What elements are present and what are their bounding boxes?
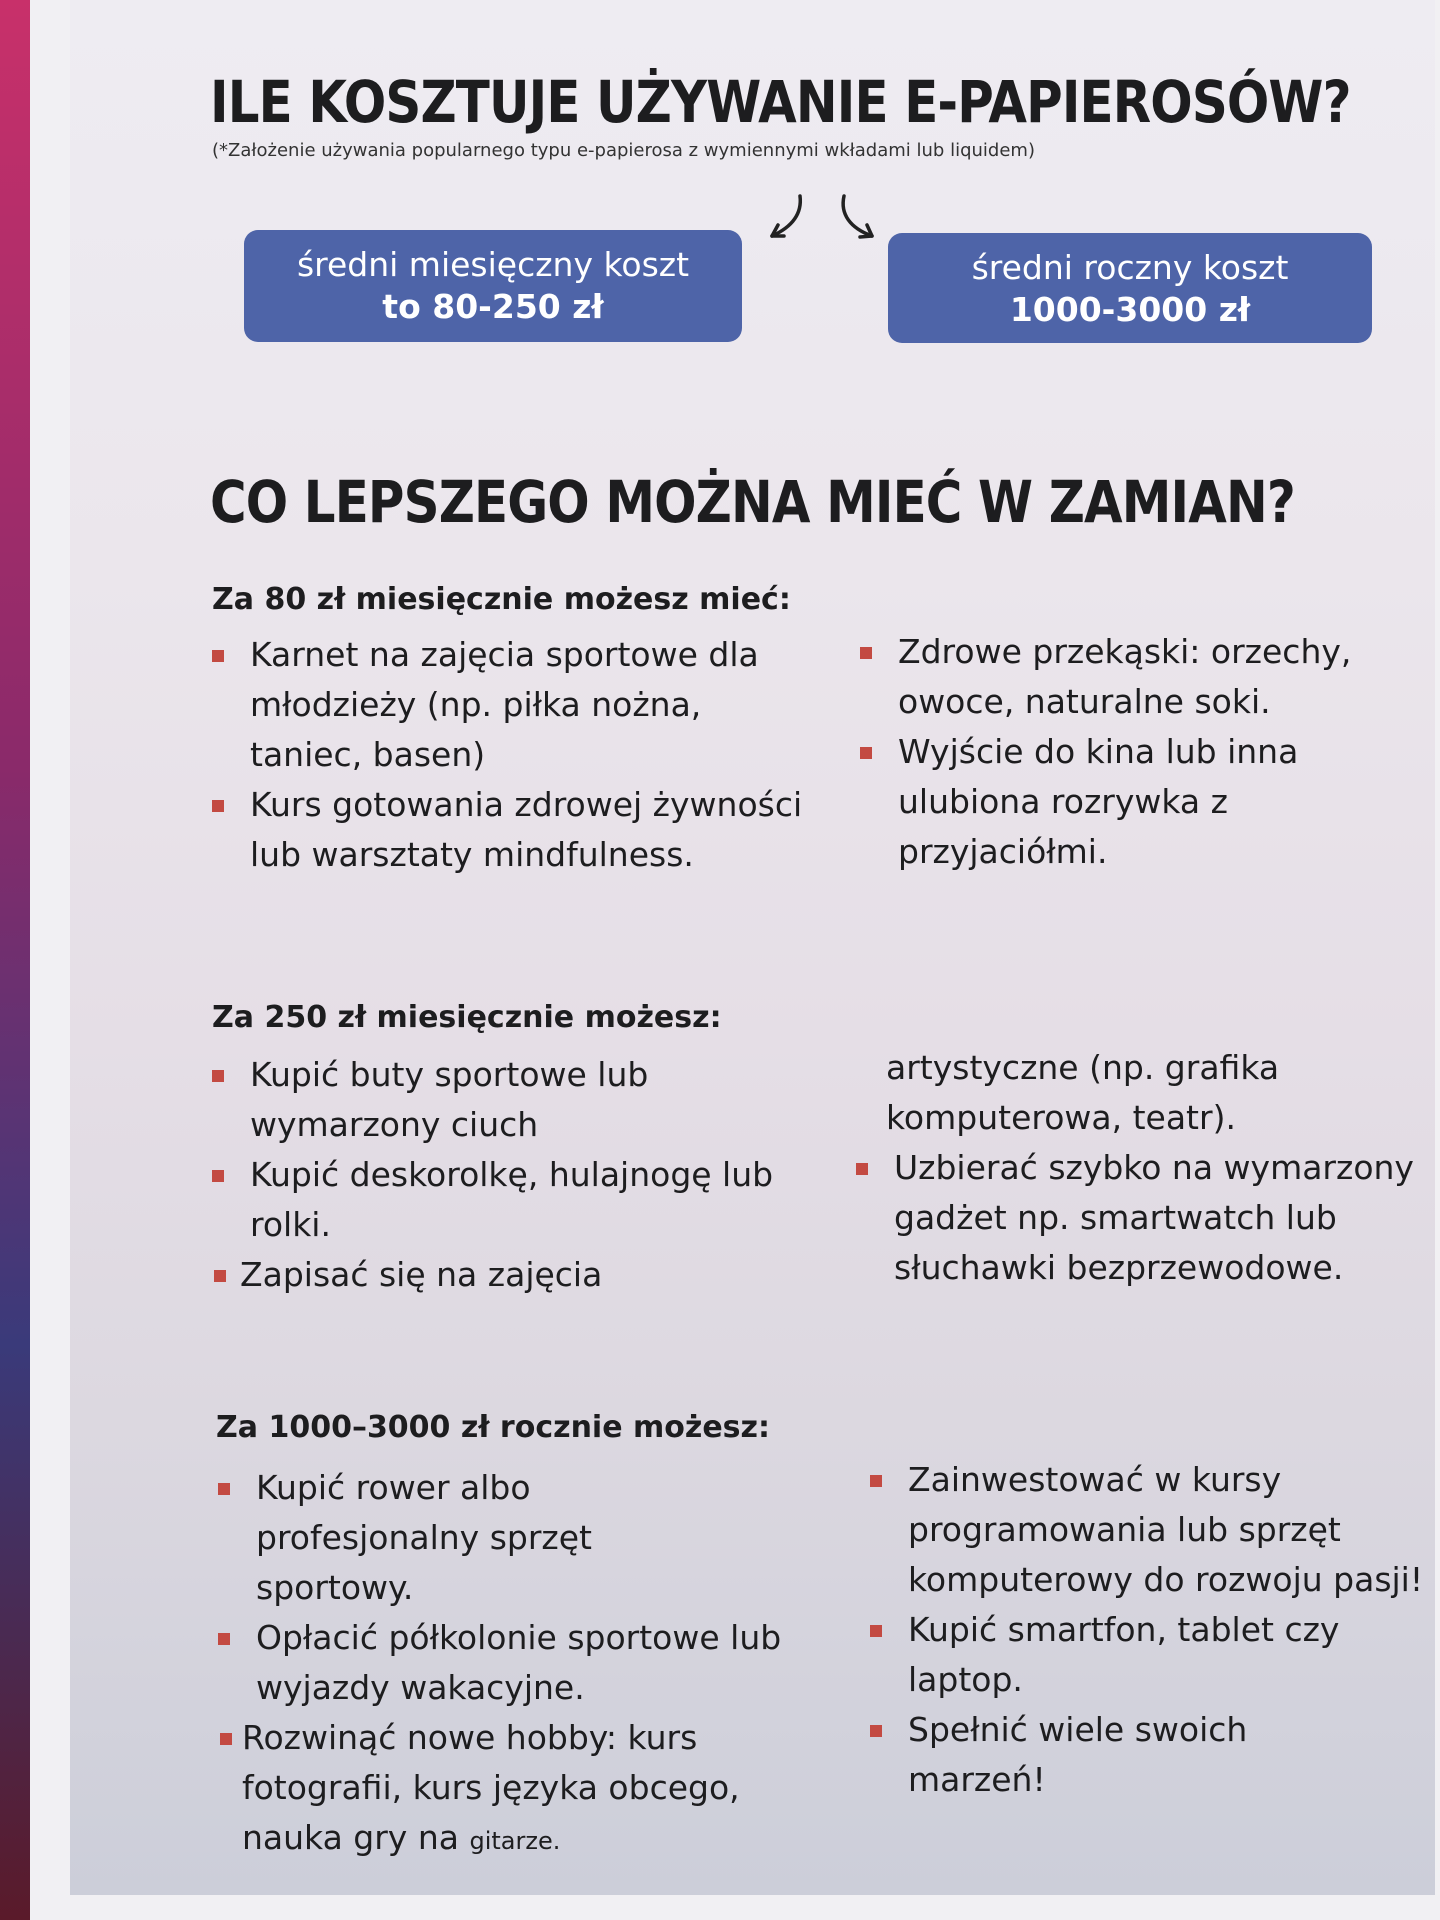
yearly-cost-box: [888, 233, 1372, 343]
section-80-heading: Za 80 zł miesięcznie możesz mieć:: [212, 582, 791, 617]
bullet-square-icon: [212, 650, 224, 662]
list-item: [216, 1713, 782, 1866]
list-item-text: Kupić deskorolkę, hulajnogę lub rolki.: [250, 1155, 774, 1244]
bullet-square-icon: [212, 1070, 224, 1082]
bullet-square-icon: [870, 1625, 882, 1637]
bullet-square-icon: [860, 747, 872, 759]
list-item-text: Karnet na zajęcia sportowe dla młodzieży (np. piłka nożna, taniec, basen): [250, 635, 759, 774]
list-item-text: Zainwestować w kursy programowania lub sprzęt komputerowy do rozwoju pasji!: [908, 1460, 1424, 1599]
section-250-right-items: [854, 1143, 1440, 1293]
section-80-right-list: [858, 627, 1418, 877]
list-item: [854, 1143, 1440, 1293]
section-80-left-list: [210, 630, 810, 880]
monthly-cost-label: średni miesięczny koszt: [296, 245, 690, 284]
list-item: [210, 780, 810, 880]
curved-arrow-left-icon: [750, 190, 820, 260]
yearly-cost-value: 1000-3000 zł: [1009, 290, 1251, 329]
bullet-square-icon: [860, 647, 872, 659]
bullet-square-icon: [218, 1633, 230, 1645]
section-250-heading: Za 250 zł miesięcznie możesz:: [212, 1000, 722, 1035]
background-strip: [0, 0, 30, 1920]
poster: [70, 0, 1435, 1895]
list-item: [210, 1150, 810, 1250]
yearly-cost-label: średni roczny koszt: [971, 248, 1289, 287]
list-item: [216, 1613, 846, 1713]
bullet-square-icon: [220, 1733, 232, 1745]
list-item-text: Uzbierać szybko na wymarzony gadżet np. smartwatch lub słuchawki bezprzewodowe.: [894, 1148, 1414, 1287]
list-item: [868, 1605, 1428, 1705]
list-item-text: Opłacić półkolonie sportowe lub wyjazdy wakacyjne.: [256, 1618, 782, 1707]
list-item: [216, 1463, 716, 1613]
section-1000-right-list: [868, 1455, 1428, 1805]
list-item-text: Zdrowe przekąski: orzechy, owoce, naturalne soki.: [898, 632, 1352, 721]
list-item: [858, 727, 1418, 877]
bullet-square-icon: [214, 1270, 226, 1282]
section-250-left-list: [210, 1050, 810, 1300]
list-item-text: Wyjście do kina lub inna ulubiona rozrywka z przyjaciółmi.: [898, 732, 1299, 871]
bullet-square-icon: [212, 800, 224, 812]
bullet-square-icon: [212, 1170, 224, 1182]
bullet-square-icon: [870, 1475, 882, 1487]
list-item-text: Zapisać się na zajęcia: [240, 1255, 603, 1294]
list-item-text: Kurs gotowania zdrowej żywności lub warsztaty mindfulness.: [250, 785, 803, 874]
list-item-text-small: gitarze.: [469, 1827, 561, 1855]
list-item-text: Spełnić wiele swoich marzeń!: [908, 1710, 1248, 1799]
list-item: [210, 1050, 810, 1150]
list-item: [210, 1250, 810, 1300]
poster-title: ILE KOSZTUJE UŻYWANIE E-PAPIEROSÓW?: [210, 68, 1351, 136]
list-item-text: Kupić rower albo profesjonalny sprzęt sportowy.: [256, 1468, 592, 1607]
poster-subtitle: (*Założenie używania popularnego typu e-papierosa z wymiennymi wkładami lub liquidem): [212, 140, 1035, 161]
list-item-text: Kupić buty sportowe lub wymarzony ciuch: [250, 1055, 649, 1144]
poster-sheet: [30, 0, 1440, 1920]
list-item-text: Kupić smartfon, tablet czy laptop.: [908, 1610, 1340, 1699]
section-250-right-list: [854, 1043, 1440, 1293]
alternatives-title: CO LEPSZEGO MOŻNA MIEĆ W ZAMIAN?: [210, 468, 1295, 536]
list-item: [868, 1455, 1428, 1605]
list-item: [210, 630, 810, 780]
list-item: [858, 627, 1418, 727]
bullet-square-icon: [218, 1483, 230, 1495]
bullet-square-icon: [856, 1163, 868, 1175]
list-item-text: Rozwinąć nowe hobby: kurs fotografii, kurs języka obcego, nauka gry na: [242, 1718, 740, 1857]
monthly-cost-box: [244, 230, 742, 342]
continued-item-text: artystyczne (np. grafika komputerowa, teatr).: [886, 1048, 1280, 1137]
section-1000-left-list: [216, 1463, 846, 1866]
monthly-cost-value: to 80-250 zł: [382, 287, 604, 326]
section-1000-heading: Za 1000–3000 zł rocznie możesz:: [216, 1410, 770, 1445]
bullet-square-icon: [870, 1725, 882, 1737]
list-item: [868, 1705, 1328, 1805]
